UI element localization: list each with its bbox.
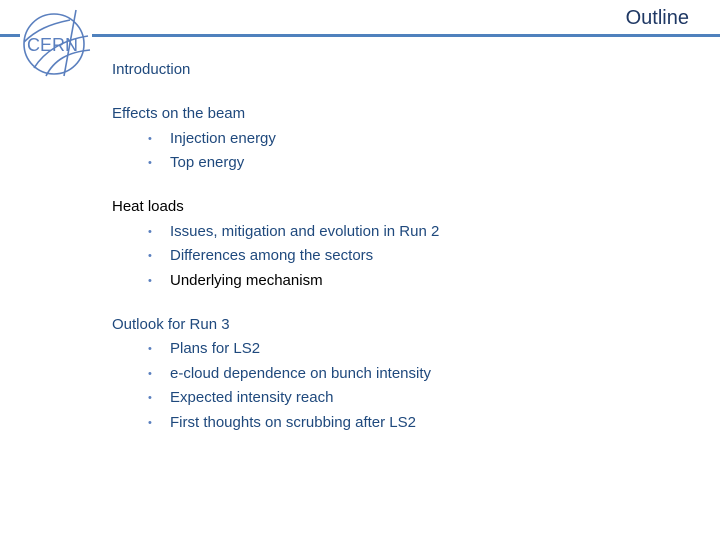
bullet-text: Issues, mitigation and evolution in Run 2 <box>170 222 440 240</box>
bullet-text: Differences among the sectors <box>170 247 374 264</box>
bullet-text: Plans for LS2 <box>170 340 261 357</box>
bullet-dot-icon: • <box>148 392 152 404</box>
bullet-item <box>112 222 692 242</box>
bullet-list <box>112 222 692 291</box>
bullet-item <box>112 153 692 173</box>
outline-section <box>112 104 692 173</box>
section-title: Outlook for Run 3 <box>112 315 230 333</box>
bullet-text: Underlying mechanism <box>170 271 323 289</box>
bullet-text: e-cloud dependence on bunch intensity <box>170 364 432 382</box>
section-title: Heat loads <box>112 198 184 215</box>
cern-logo-icon <box>18 6 92 80</box>
bullet-item <box>112 271 692 291</box>
bullet-item <box>112 364 692 384</box>
bullet-text: Top energy <box>170 154 245 171</box>
header-rule <box>0 34 720 37</box>
bullet-item <box>112 339 692 359</box>
outline-section <box>112 197 692 291</box>
outline-section <box>112 60 692 80</box>
bullet-dot-icon: • <box>148 132 152 145</box>
bullet-dot-icon: • <box>148 225 152 238</box>
bullet-item <box>112 129 692 149</box>
outline-list <box>112 60 692 457</box>
bullet-dot-icon: • <box>148 274 152 287</box>
bullet-text: First thoughts on scrubbing after LS2 <box>170 413 416 431</box>
slide-title: Outline <box>625 7 689 29</box>
bullet-dot-icon: • <box>148 416 152 429</box>
bullet-dot-icon: • <box>148 250 152 262</box>
bullet-dot-icon: • <box>148 367 152 380</box>
bullet-text: Expected intensity reach <box>170 389 334 406</box>
svg-text:CERN: CERN <box>27 35 79 55</box>
outline-section <box>112 315 692 433</box>
bullet-text: Injection energy <box>170 129 276 147</box>
section-title: Effects on the beam <box>112 105 246 122</box>
bullet-dot-icon: • <box>148 157 152 169</box>
bullet-item <box>112 388 692 408</box>
bullet-item <box>112 246 692 266</box>
bullet-list <box>112 339 692 433</box>
bullet-item <box>112 413 692 433</box>
bullet-dot-icon: • <box>148 343 152 355</box>
bullet-list <box>112 129 692 174</box>
section-title: Introduction <box>112 61 191 78</box>
